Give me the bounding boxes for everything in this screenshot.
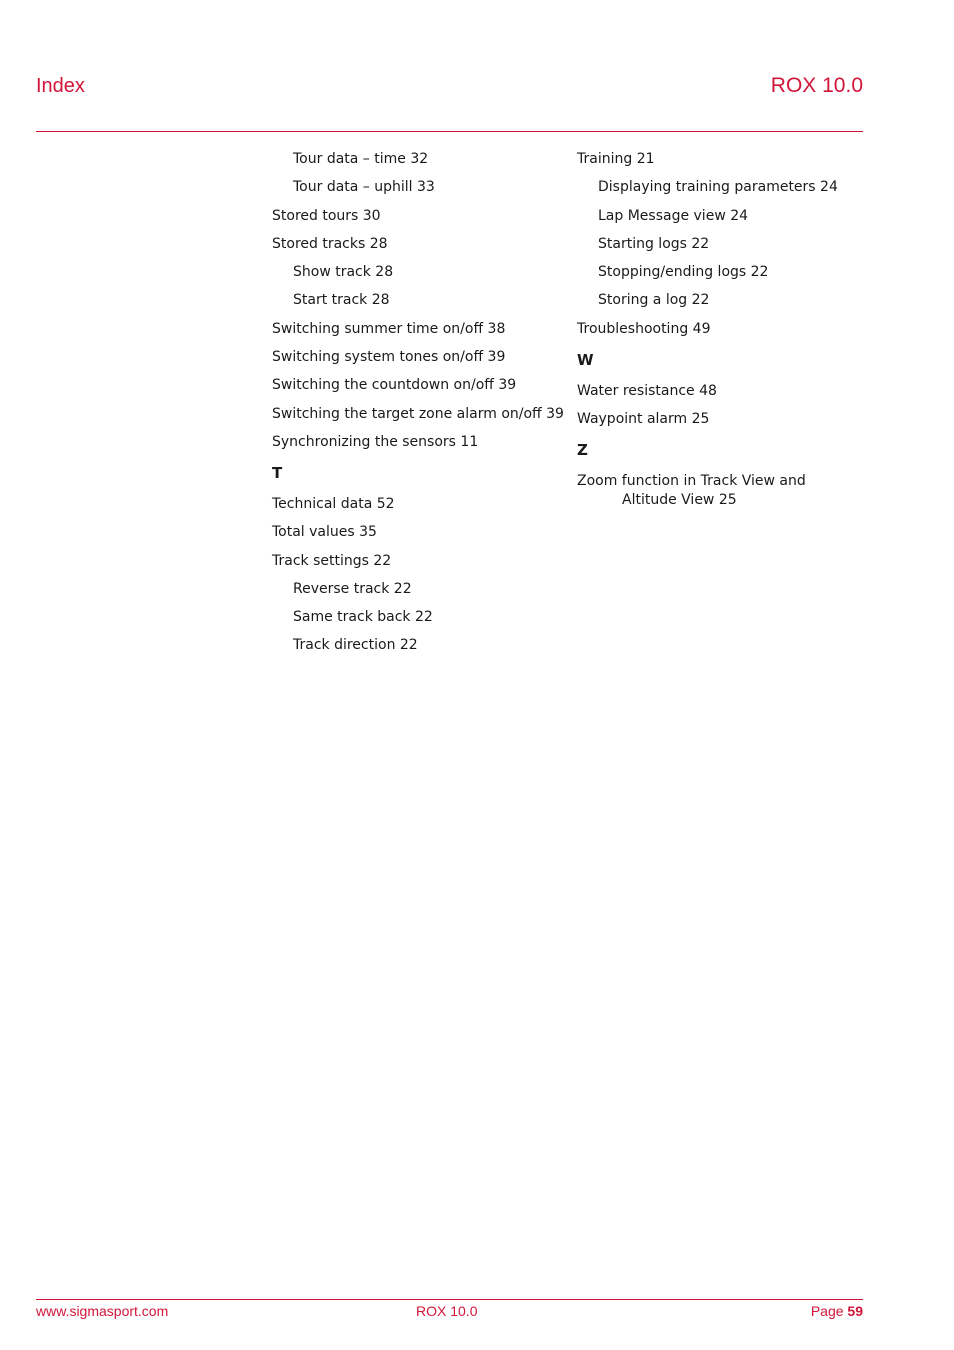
index-entry: Switching the target zone alarm on/off 39 [272, 405, 564, 422]
index-entry: Track settings 22 [272, 552, 392, 569]
index-subentry: Tour data – time 32 [293, 151, 429, 167]
index-entry: Waypoint alarm 25 [577, 411, 710, 428]
index-subentry: Tour data – uphill 33 [293, 179, 435, 196]
footer-page-number: 59 [847, 1303, 863, 1319]
index-entry: Stored tours 30 [272, 207, 381, 224]
footer-product: ROX 10.0 [416, 1303, 478, 1319]
index-subentry: Starting logs 22 [598, 235, 710, 252]
section-title: Index [36, 75, 85, 97]
index-entry: Training 21 [577, 151, 655, 167]
product-title: ROX 10.0 [770, 74, 863, 97]
index-subentry: Track direction 22 [293, 637, 418, 654]
header-divider [36, 131, 863, 132]
index-column-left [272, 150, 572, 665]
index-entry: Total values 35 [272, 524, 377, 541]
index-letter-heading: T [272, 463, 283, 482]
index-entry: Water resistance 48 [577, 382, 717, 399]
index-subentry: Same track back 22 [293, 609, 433, 626]
footer-page-label: Page [810, 1303, 844, 1319]
index-entry: Technical data 52 [272, 495, 395, 512]
index-subentry: Lap Message view 24 [598, 207, 749, 224]
index-subentry: Stopping/ending logs 22 [598, 264, 769, 281]
footer-page [811, 1303, 863, 1319]
index-entry: Troubleshooting 49 [577, 320, 711, 337]
index-subentry: Storing a log 22 [598, 292, 710, 309]
index-entry: Switching the countdown on/off 39 [272, 377, 517, 394]
footer-divider [36, 1299, 863, 1300]
index-subentry: Displaying training parameters 24 [598, 179, 838, 196]
footer-website-link[interactable]: www.sigmasport.com [36, 1303, 169, 1319]
index-subentry: Reverse track 22 [293, 580, 412, 597]
index-entry: Zoom function in Track View and Altitude View 25 [577, 473, 806, 509]
index-letter-heading: Z [577, 441, 588, 460]
index-entry: Synchronizing the sensors 11 [272, 433, 479, 450]
index-entry: Switching summer time on/off 38 [272, 320, 506, 337]
index-letter-heading: W [577, 350, 594, 369]
index-column-right [577, 150, 862, 519]
index-entry: Stored tracks 28 [272, 235, 388, 252]
index-subentry: Show track 28 [293, 264, 394, 281]
index-subentry: Start track 28 [293, 292, 390, 309]
index-entry: Switching system tones on/off 39 [272, 349, 506, 366]
